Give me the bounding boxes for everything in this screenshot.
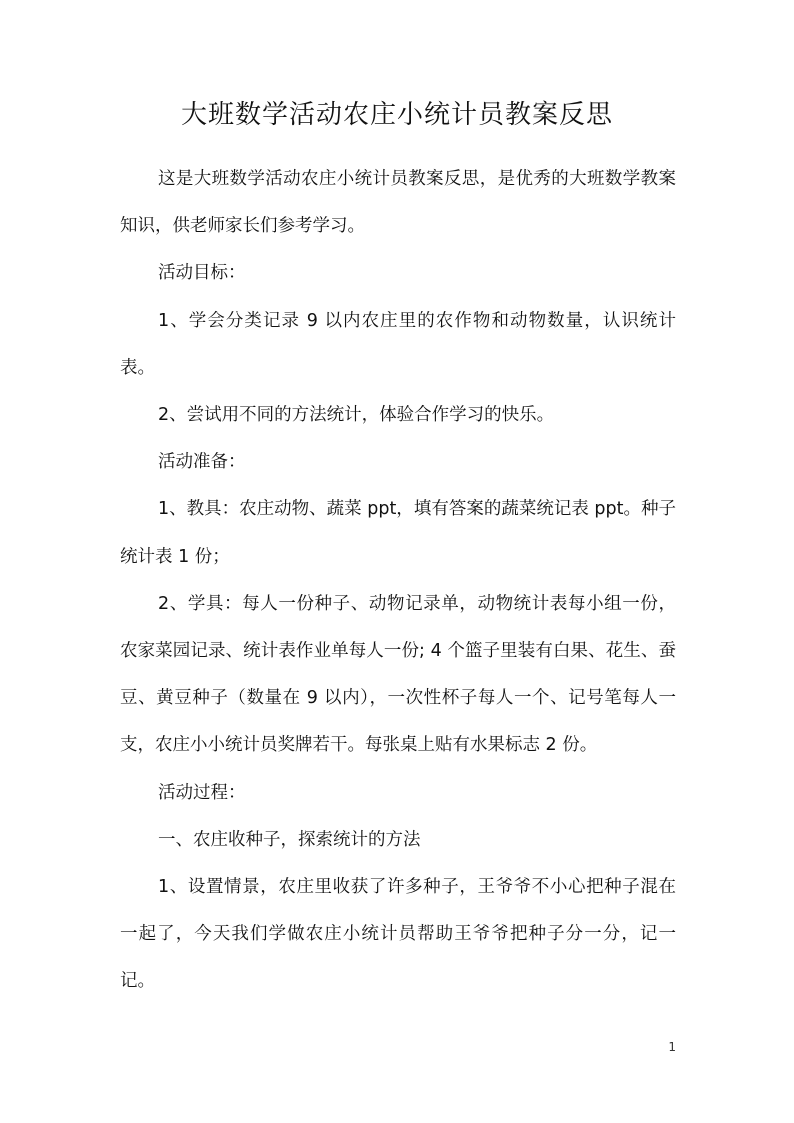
paragraph-preparation-1: 1、教具：农庄动物、蔬菜 ppt，填有答案的蔬菜统记表 ppt。种子统计表 1 份； xyxy=(120,499,676,567)
paragraph-process-step-1: 1、设置情景，农庄里收获了许多种子，王爷爷不小心把种子混在一起了，今天我们学做农庄小统计员帮助王爷爷把种子分一分，记一记。 xyxy=(120,877,676,992)
heading-activity-preparation: 活动准备： xyxy=(158,452,246,473)
paragraph-goal-2: 2、尝试用不同的方法统计，体验合作学习的快乐。 xyxy=(158,405,555,426)
page-title: 大班数学活动农庄小统计员教案反思 xyxy=(180,100,613,130)
heading-activity-goals: 活动目标： xyxy=(158,263,246,284)
paragraph-intro: 这是大班数学活动农庄小统计员教案反思，是优秀的大班数学教案知识，供老师家长们参考学习。 xyxy=(120,169,676,237)
document-body xyxy=(120,156,676,1006)
paragraph-process-section-1: 一、农庄收种子，探索统计的方法 xyxy=(158,829,421,850)
page-number: 1 xyxy=(668,1040,676,1054)
paragraph-goal-1: 1、学会分类记录 9 以内农庄里的农作物和动物数量，认识统计表。 xyxy=(120,310,676,378)
paragraph-preparation-2: 2、学具：每人一份种子、动物记录单，动物统计表每小组一份，农家菜园记录、统计表作业单每人一份; 4 个篮子里装有白果、花生、蚕豆、黄豆种子（数量在 9 以内），一次性杯子每人一个、记号笔每人一支，农庄小小统计员奖牌若干。每张桌上贴有水果标志 2 份。 xyxy=(120,593,676,756)
heading-activity-process: 活动过程： xyxy=(158,782,246,803)
